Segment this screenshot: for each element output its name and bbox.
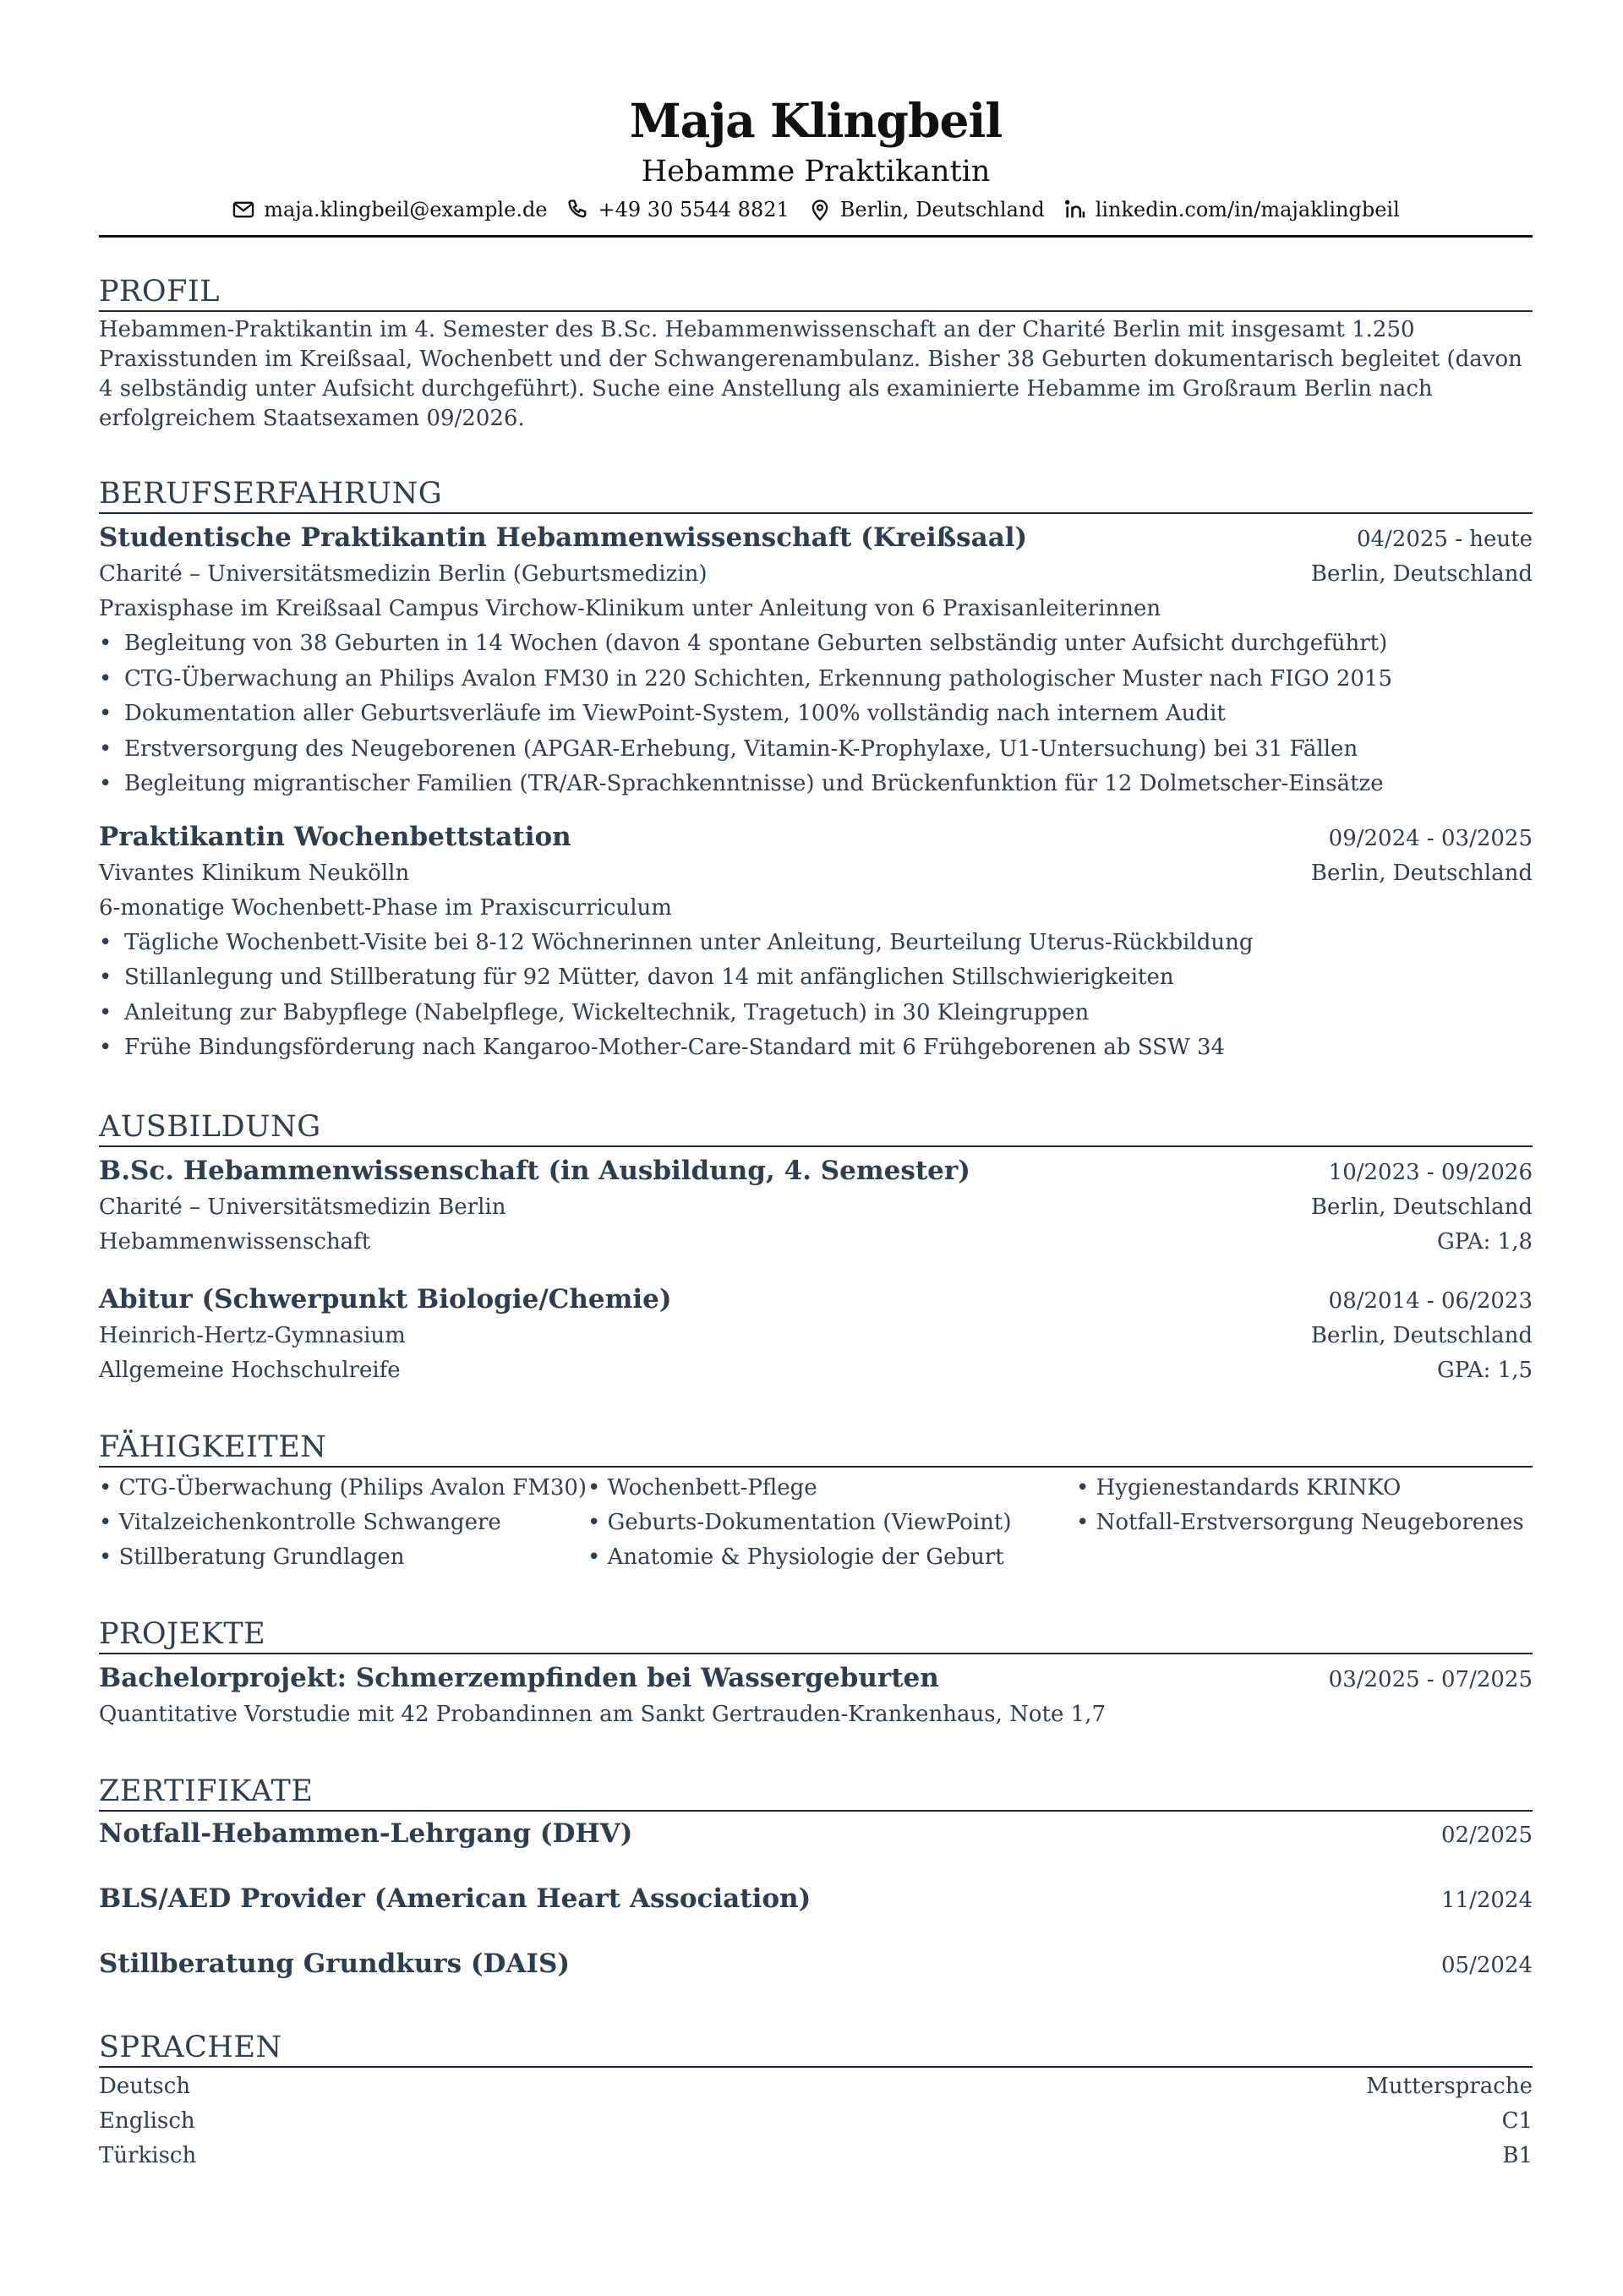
section-divider xyxy=(99,1653,1533,1654)
job-org: Vivantes Klinikum Neukölln xyxy=(99,860,410,886)
job-bullet: • Frühe Bindungsförderung nach Kangaroo-Mother-Care-Standard mit 6 Frühgeborenen ab SSW 34 xyxy=(99,1035,1226,1060)
language-level: C1 xyxy=(1501,2107,1533,2134)
section-title-education: AUSBILDUNG xyxy=(99,1109,321,1144)
job-dates: 04/2025 - heute xyxy=(1356,527,1533,552)
section-divider xyxy=(99,310,1533,312)
degree-title: Abitur (Schwerpunkt Biologie/Chemie) xyxy=(99,1283,672,1315)
education-entry xyxy=(99,1151,1533,1260)
language-level: Muttersprache xyxy=(1366,2073,1533,2099)
language-name: Englisch xyxy=(99,2107,195,2134)
job-bullets xyxy=(99,926,1533,1066)
school-name: Charité – Universitätsmedizin Berlin xyxy=(99,1194,506,1220)
contact-linkedin[interactable] xyxy=(1063,196,1400,223)
degree-gpa: GPA: 1,5 xyxy=(1436,1357,1533,1383)
candidate-role: Hebamme Praktikantin xyxy=(641,155,991,189)
degree-gpa: GPA: 1,8 xyxy=(1436,1228,1533,1255)
linkedin-icon xyxy=(1063,198,1087,221)
certificate-date: 05/2024 xyxy=(1440,1952,1533,1978)
language-item xyxy=(99,2139,1533,2173)
certificate-name: BLS/AED Provider (American Heart Association) xyxy=(99,1883,812,1914)
certificate-item xyxy=(99,1814,1533,1855)
job-summary: Praxisphase im Kreißsaal Campus Virchow-Klinikum unter Anleitung von 6 Praxisanleiterinnen xyxy=(99,596,1161,621)
education-entry xyxy=(99,1280,1533,1388)
section-title-skills: FÄHIGKEITEN xyxy=(99,1430,327,1464)
degree-field: Allgemeine Hochschulreife xyxy=(99,1357,401,1383)
job-title: Praktikantin Wochenbettstation xyxy=(99,821,571,852)
job-location: Berlin, Deutschland xyxy=(1310,860,1533,886)
education-section xyxy=(99,1108,1533,1388)
profile-section xyxy=(99,273,1533,434)
section-divider xyxy=(99,1145,1533,1147)
job-bullet: • Begleitung von 38 Geburten in 14 Wochen (davon 4 spontane Geburten selbständig unter Aufsicht durchgeführt) xyxy=(99,631,1388,656)
job-summary: 6-monatige Wochenbett-Phase im Praxiscurriculum xyxy=(99,894,672,921)
skill-item: • CTG-Überwachung (Philips Avalon FM30) xyxy=(99,1474,587,1501)
certificate-name: Notfall-Hebammen-Lehrgang (DHV) xyxy=(99,1818,633,1849)
section-title-projects: PROJEKTE xyxy=(99,1616,266,1651)
certificate-name: Stillberatung Grundkurs (DAIS) xyxy=(99,1948,571,1979)
job-bullet: • CTG-Überwachung an Philips Avalon FM30 in 220 Schichten, Erkennung pathologischer Muster nach FIGO 2015 xyxy=(99,665,1392,692)
section-divider xyxy=(99,2066,1533,2068)
skills-grid xyxy=(99,1471,1533,1575)
experience-section xyxy=(99,475,1533,1066)
location-icon xyxy=(808,198,832,221)
skill-item: • Vitalzeichenkontrolle Schwangere xyxy=(99,1509,501,1535)
skill-item: • Geburts-Dokumentation (ViewPoint) xyxy=(587,1509,1012,1535)
job-entry xyxy=(99,518,1533,802)
project-entry xyxy=(99,1659,1533,1732)
project-dates: 03/2025 - 07/2025 xyxy=(1328,1666,1533,1692)
contact-location-text: Berlin, Deutschland xyxy=(839,198,1045,221)
certificate-date: 11/2024 xyxy=(1440,1887,1533,1913)
phone-icon xyxy=(566,198,590,221)
job-bullet: • Anleitung zur Babypflege (Nabelpflege, Wickeltechnik, Tragetuch) in 30 Kleingruppen xyxy=(99,999,1090,1025)
section-title-experience: BERUFSERFAHRUNG xyxy=(99,477,443,511)
resume-page xyxy=(99,0,1533,2173)
contact-bar xyxy=(99,196,1533,223)
job-dates: 09/2024 - 03/2025 xyxy=(1328,825,1533,851)
language-name: Türkisch xyxy=(99,2142,197,2168)
section-divider xyxy=(99,1466,1533,1468)
job-location: Berlin, Deutschland xyxy=(1310,561,1533,587)
job-bullet: • Erstversorgung des Neugeborenen (APGAR-Erhebung, Vitamin-K-Prophylaxe, U1-Untersuchung) bei 31 Fällen xyxy=(99,735,1358,762)
contact-phone-text: +49 30 5544 8821 xyxy=(598,198,790,221)
skill-item: • Hygienestandards KRINKO xyxy=(1076,1474,1402,1501)
school-location: Berlin, Deutschland xyxy=(1310,1322,1533,1348)
contact-linkedin-text: linkedin.com/in/majaklingbeil xyxy=(1095,198,1400,221)
mail-icon xyxy=(232,198,255,221)
section-title-certificates: ZERTIFIKATE xyxy=(99,1774,314,1808)
degree-field: Hebammenwissenschaft xyxy=(99,1228,371,1255)
candidate-name: Maja Klingbeil xyxy=(629,93,1003,148)
skill-item: • Wochenbett-Pflege xyxy=(587,1474,817,1501)
school-location: Berlin, Deutschland xyxy=(1310,1194,1533,1220)
language-item xyxy=(99,2104,1533,2139)
languages-section xyxy=(99,2029,1533,2173)
certificate-item xyxy=(99,1879,1533,1920)
job-title: Studentische Praktikantin Hebammenwissenschaft (Kreißsaal) xyxy=(99,522,1028,553)
job-bullet: • Tägliche Wochenbett-Visite bei 8-12 Wöchnerinnen unter Anleitung, Beurteilung Uterus-Rückbildung xyxy=(99,929,1254,955)
job-bullets xyxy=(99,626,1533,802)
contact-email[interactable] xyxy=(232,196,547,223)
degree-dates: 10/2023 - 09/2026 xyxy=(1328,1159,1533,1185)
project-title: Bachelorprojekt: Schmerzempfinden bei Wassergeburten xyxy=(99,1662,939,1693)
skills-section xyxy=(99,1429,1533,1575)
school-name: Heinrich-Hertz-Gymnasium xyxy=(99,1322,406,1348)
section-divider xyxy=(99,512,1533,514)
certificates-section xyxy=(99,1773,1533,1985)
section-title-profile: PROFIL xyxy=(99,275,220,309)
skill-item: • Anatomie & Physiologie der Geburt xyxy=(587,1544,1004,1570)
degree-title: B.Sc. Hebammenwissenschaft (in Ausbildung, 4. Semester) xyxy=(99,1155,970,1186)
section-divider xyxy=(99,1810,1533,1812)
section-title-languages: SPRACHEN xyxy=(99,2030,282,2064)
project-description: Quantitative Vorstudie mit 42 Probandinnen am Sankt Gertrauden-Krankenhaus, Note 1,7 xyxy=(99,1701,1106,1727)
job-entry xyxy=(99,817,1533,1066)
projects-section xyxy=(99,1615,1533,1732)
job-bullet: • Begleitung migrantischer Familien (TR/AR-Sprachkenntnisse) und Brückenfunktion für 12 Dolmetscher-Einsätze xyxy=(99,771,1384,796)
language-item xyxy=(99,2069,1533,2104)
job-bullet: • Stillanlegung und Stillberatung für 92 Mütter, davon 14 mit anfänglichen Stillschwierigkeiten xyxy=(99,965,1174,990)
job-bullet: • Dokumentation aller Geburtsverläufe im ViewPoint-System, 100% vollständig nach internem Audit xyxy=(99,701,1226,726)
contact-location xyxy=(808,196,1045,223)
language-name: Deutsch xyxy=(99,2073,191,2099)
language-level: B1 xyxy=(1502,2142,1533,2168)
contact-phone[interactable] xyxy=(566,196,790,223)
skill-item: • Stillberatung Grundlagen xyxy=(99,1544,405,1570)
contact-email-text: maja.klingbeil@example.de xyxy=(264,198,548,221)
degree-dates: 08/2014 - 06/2023 xyxy=(1328,1287,1533,1314)
profile-text: Hebammen-Praktikantin im 4. Semester des B.Sc. Hebammenwissenschaft an der Charité Berlin mit insgesamt 1.250 Praxisstunden im Kreißsaal, Wochenbett und der Schwangerenambulanz. Bisher 38 Geburten dokumentarisch begleitet (davon 4 selbständig unter Aufsicht durchgeführt). Suche eine Anstellung als examinierte Hebamme im Großraum Berlin nach erfolgreichem Staatsexamen 09/2026. xyxy=(99,317,1522,431)
skill-item: • Notfall-Erstversorgung Neugeborenes xyxy=(1076,1509,1524,1535)
certificate-date: 02/2025 xyxy=(1440,1822,1533,1848)
certificate-item xyxy=(99,1944,1533,1985)
header-divider xyxy=(99,235,1533,238)
job-org: Charité – Universitätsmedizin Berlin (Geburtsmedizin) xyxy=(99,561,708,587)
